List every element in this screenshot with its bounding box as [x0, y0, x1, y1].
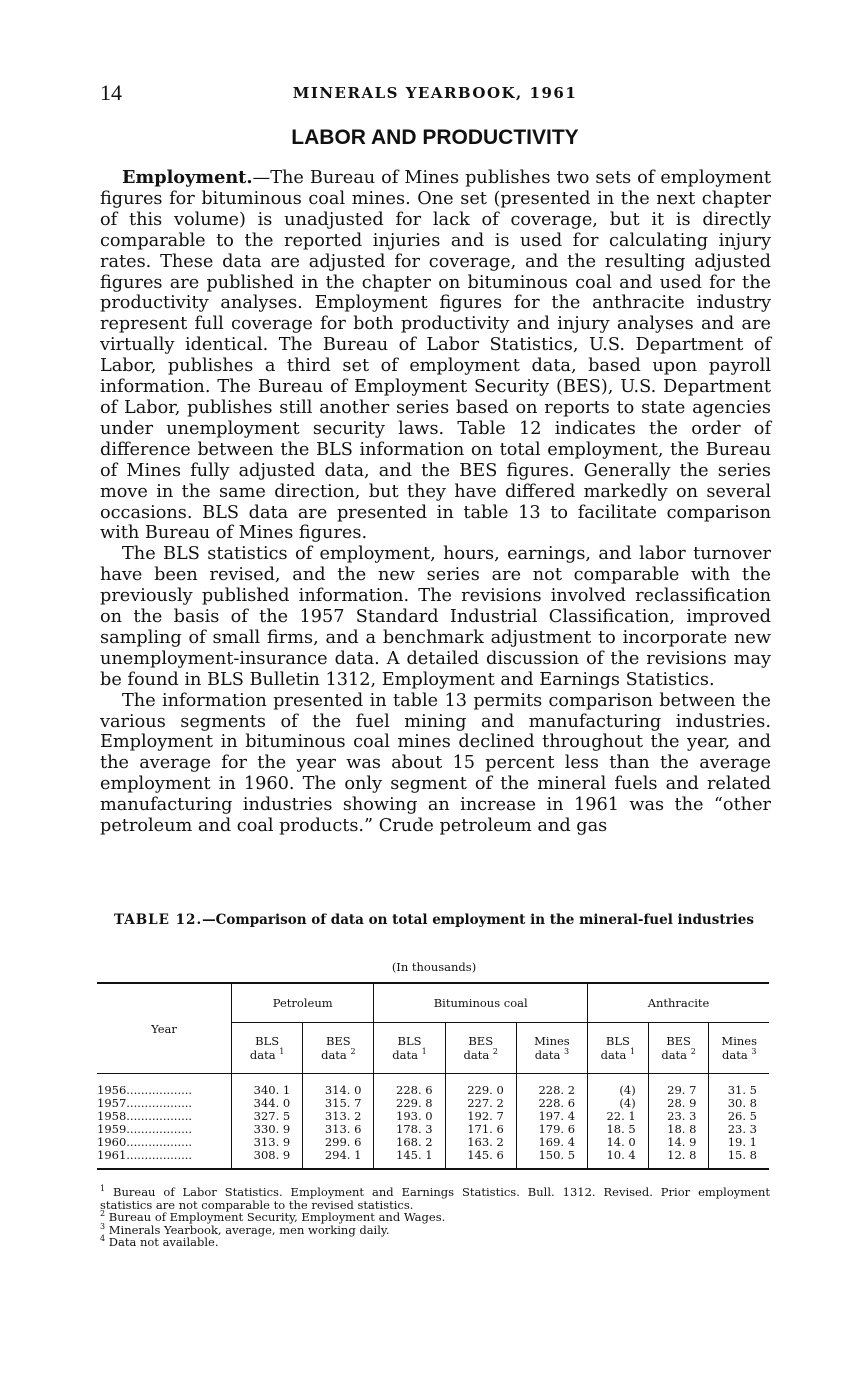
table-cell: 12. 8 [648, 1149, 709, 1169]
paragraph-employment [100, 168, 771, 544]
table-caption [98, 912, 770, 928]
table-cell: 313. 9 [232, 1136, 303, 1149]
table-cell: 179. 6 [516, 1123, 587, 1136]
footnote-mark: 1 [100, 1184, 106, 1194]
table-cell: 22. 1 [588, 1110, 649, 1123]
table-cell: 145. 1 [374, 1149, 445, 1169]
table-label: TABLE 12. [113, 912, 203, 928]
table-cell: 18. 5 [588, 1123, 649, 1136]
table-cell: 313. 2 [303, 1110, 374, 1123]
paragraph-text: —The Bureau of Mines publishes two sets of employment figures for bituminous coal mines. One set (presented in the next chapter of this volume) is unadjusted for lack of coverage, but it is directly comparable to the reported injuries and is used for calculating injury rates. These data are adjusted for coverage, and the resulting adjusted figures are published in the chapter on bituminous coal and used for the productivity analyses. Employment figures for the anthracite industry represent full coverage for both productivity and injury analyses and are virtually identical. The Bureau of Labor Statistics, U.S. Department of Labor, publishes a third set of employment data, based upon payroll information. The Bureau of Employment Security (BES), U.S. Department of Labor, publishes still another series based on reports to state agencies under unemployment security laws. Table 12 indicates the order of difference between the BLS information on total employment, the Bureau of Mines fully adjusted data, and the BES figures. Generally the series move in the same direction, but they have differed markedly on several occasions. BLS data are presented in table 13 to facilitate comparison with Bureau of Mines figures. [100, 168, 771, 544]
year-label: 1958 [97, 1110, 127, 1123]
table-cell: 313. 6 [303, 1123, 374, 1136]
running-head [100, 80, 770, 110]
table-cell: 19. 1 [709, 1136, 769, 1149]
column-header-sub: data [392, 1048, 418, 1062]
column-header-sub: data [463, 1048, 490, 1062]
footnote-ref: 2 [492, 1047, 498, 1057]
footnotes [100, 1186, 770, 1249]
footnote-mark: 3 [100, 1221, 106, 1231]
table-cell: 330. 9 [232, 1123, 303, 1136]
table-cell: 327. 5 [232, 1110, 303, 1123]
year-label: 1959 [97, 1123, 127, 1136]
column-header-name: BES [468, 1034, 494, 1048]
year-label: 1956 [97, 1083, 127, 1097]
row-year [97, 1074, 232, 1098]
table-cell: 229. 8 [374, 1097, 445, 1110]
column-header-sub: data [661, 1048, 688, 1062]
year-label: 1960 [97, 1136, 127, 1149]
table-row [97, 1149, 769, 1169]
footnote-text: Data not available. [105, 1235, 219, 1249]
table-cell: 228. 6 [516, 1097, 587, 1110]
employment-table [97, 982, 769, 1170]
column-header-name: BLS [397, 1034, 422, 1048]
leader-dots: .................. [126, 1083, 193, 1097]
table-cell: 150. 5 [516, 1149, 587, 1169]
row-year [97, 1110, 232, 1123]
column-header [588, 1023, 649, 1074]
column-header [232, 1023, 303, 1074]
table-caption-text: —Comparison of data on total employment in the mineral-fuel industries [202, 912, 755, 928]
footnote-ref: 1 [630, 1047, 636, 1057]
table-cell: 228. 6 [374, 1074, 445, 1098]
footnote-ref: 1 [421, 1047, 427, 1057]
table-cell: 26. 5 [709, 1110, 769, 1123]
leader-dots: .................. [126, 1097, 193, 1110]
group-header-anthracite: Anthracite [588, 983, 769, 1023]
page-number: 14 [100, 80, 122, 105]
column-header-sub: data [249, 1048, 276, 1062]
table-cell: 344. 0 [232, 1097, 303, 1110]
paragraph-table-13: The information presented in table 13 permits comparison between the various segments of the fuel mining and manufacturing industries. Employment in bituminous coal mines declined throughout the year, and the average for the year was about 15 percent less than the average employment in 1960. The only segment of the mineral fuels and related manufacturing industries showing an increase in 1961 was the “other petroleum and coal products.” Crude petroleum and gas [100, 690, 771, 837]
column-header-name: Mines [721, 1034, 757, 1048]
table-cell: 23. 3 [709, 1123, 769, 1136]
footnote-ref: 3 [564, 1047, 570, 1057]
group-header-bituminous: Bituminous coal [374, 983, 588, 1023]
leader-dots: .................. [126, 1123, 193, 1136]
table-cell: 299. 6 [303, 1136, 374, 1149]
table-cell: 197. 4 [516, 1110, 587, 1123]
column-header [374, 1023, 445, 1074]
column-header [709, 1023, 769, 1074]
row-year [97, 1136, 232, 1149]
table-cell: 308. 9 [232, 1149, 303, 1169]
table-cell: 168. 2 [374, 1136, 445, 1149]
table-cell: 227. 2 [445, 1097, 516, 1110]
table-cell: 315. 7 [303, 1097, 374, 1110]
table-cell: 193. 0 [374, 1110, 445, 1123]
column-header [445, 1023, 516, 1074]
table-cell: 169. 4 [516, 1136, 587, 1149]
row-year [97, 1149, 232, 1169]
footnote-ref: 1 [279, 1047, 285, 1057]
column-header-sub: data [534, 1048, 561, 1062]
column-header-name: Mines [534, 1034, 570, 1048]
table-cell: 29. 7 [648, 1074, 709, 1098]
table-cell: 145. 6 [445, 1149, 516, 1169]
footnote-mark: 2 [100, 1209, 106, 1219]
table-cell: 18. 8 [648, 1123, 709, 1136]
column-header [648, 1023, 709, 1074]
leader-dots: .................. [126, 1110, 193, 1123]
footnote-ref: 2 [350, 1047, 356, 1057]
column-header [516, 1023, 587, 1074]
table-cell: 14. 9 [648, 1136, 709, 1149]
column-header-sub: data [721, 1048, 748, 1062]
year-label: 1961 [97, 1149, 127, 1162]
footnote [100, 1186, 770, 1211]
row-year [97, 1097, 232, 1110]
column-header-sub: data [600, 1048, 627, 1062]
table-cell: (4) [588, 1097, 649, 1110]
table-cell: 171. 6 [445, 1123, 516, 1136]
table-cell: 178. 3 [374, 1123, 445, 1136]
paragraph-bls-revisions: The BLS statistics of employment, hours, earnings, and labor turnover have been revised, and the new series are not comparable with the previously published information. The revisions involved reclassification on the basis of the 1957 Standard Industrial Classification, improved sampling of small firms, and a benchmark adjustment to incorporate new unemployment-insurance data. A detailed discussion of the revisions may be found in BLS Bulletin 1312, Employment and Earnings Statistics. [100, 544, 771, 690]
column-header-name: BLS [605, 1034, 630, 1048]
footnote-text: Minerals Yearbook, average, men working daily. [105, 1222, 390, 1237]
table-cell: 229. 0 [445, 1074, 516, 1098]
table-cell: 23. 3 [648, 1110, 709, 1123]
table-cell: 340. 1 [232, 1074, 303, 1098]
year-label: 1957 [97, 1097, 127, 1110]
column-header-name: BLS [255, 1034, 280, 1048]
column-header-name: BES [325, 1034, 351, 1048]
group-header-petroleum: Petroleum [232, 983, 374, 1023]
table-cell: 294. 1 [303, 1149, 374, 1169]
footnote-ref: 2 [690, 1047, 696, 1057]
footnote-text: Bureau of Labor Statistics. Employment and Earnings Statistics. Bull. 1312. Revised. Prior employment statistics are not comparable to the revised statistics. [100, 1185, 770, 1212]
footnote [100, 1236, 770, 1249]
leader-dots: .................. [126, 1149, 193, 1162]
leader-dots: .................. [126, 1136, 193, 1149]
running-title: MINERALS YEARBOOK, 1961 [292, 84, 578, 102]
table-cell: 163. 2 [445, 1136, 516, 1149]
section-title: LABOR AND PRODUCTIVITY [291, 126, 579, 149]
footnote-mark: 4 [100, 1234, 106, 1244]
footnote-text: Bureau of Employment Security, Employment and Wages. [105, 1210, 446, 1224]
table-cell: 228. 2 [516, 1074, 587, 1098]
footnote-ref: 3 [751, 1047, 757, 1057]
column-header-year: Year [97, 983, 232, 1074]
column-header-sub: data [321, 1048, 347, 1062]
table-cell: 28. 9 [648, 1097, 709, 1110]
table-cell: (4) [588, 1074, 649, 1098]
run-in-heading: Employment. [122, 167, 253, 188]
body-text [100, 168, 771, 837]
row-year [97, 1123, 232, 1136]
table-row [97, 1074, 769, 1098]
column-header [303, 1023, 374, 1074]
column-header-name: BES [666, 1034, 691, 1048]
table-cell: 31. 5 [709, 1074, 769, 1098]
table-cell: 15. 8 [709, 1149, 769, 1169]
table-cell: 314. 0 [303, 1074, 374, 1098]
table-cell: 30. 8 [709, 1097, 769, 1110]
table-cell: 14. 0 [588, 1136, 649, 1149]
table-cell: 192. 7 [445, 1110, 516, 1123]
table-units: (In thousands) [391, 960, 477, 974]
table-cell: 10. 4 [588, 1149, 649, 1169]
